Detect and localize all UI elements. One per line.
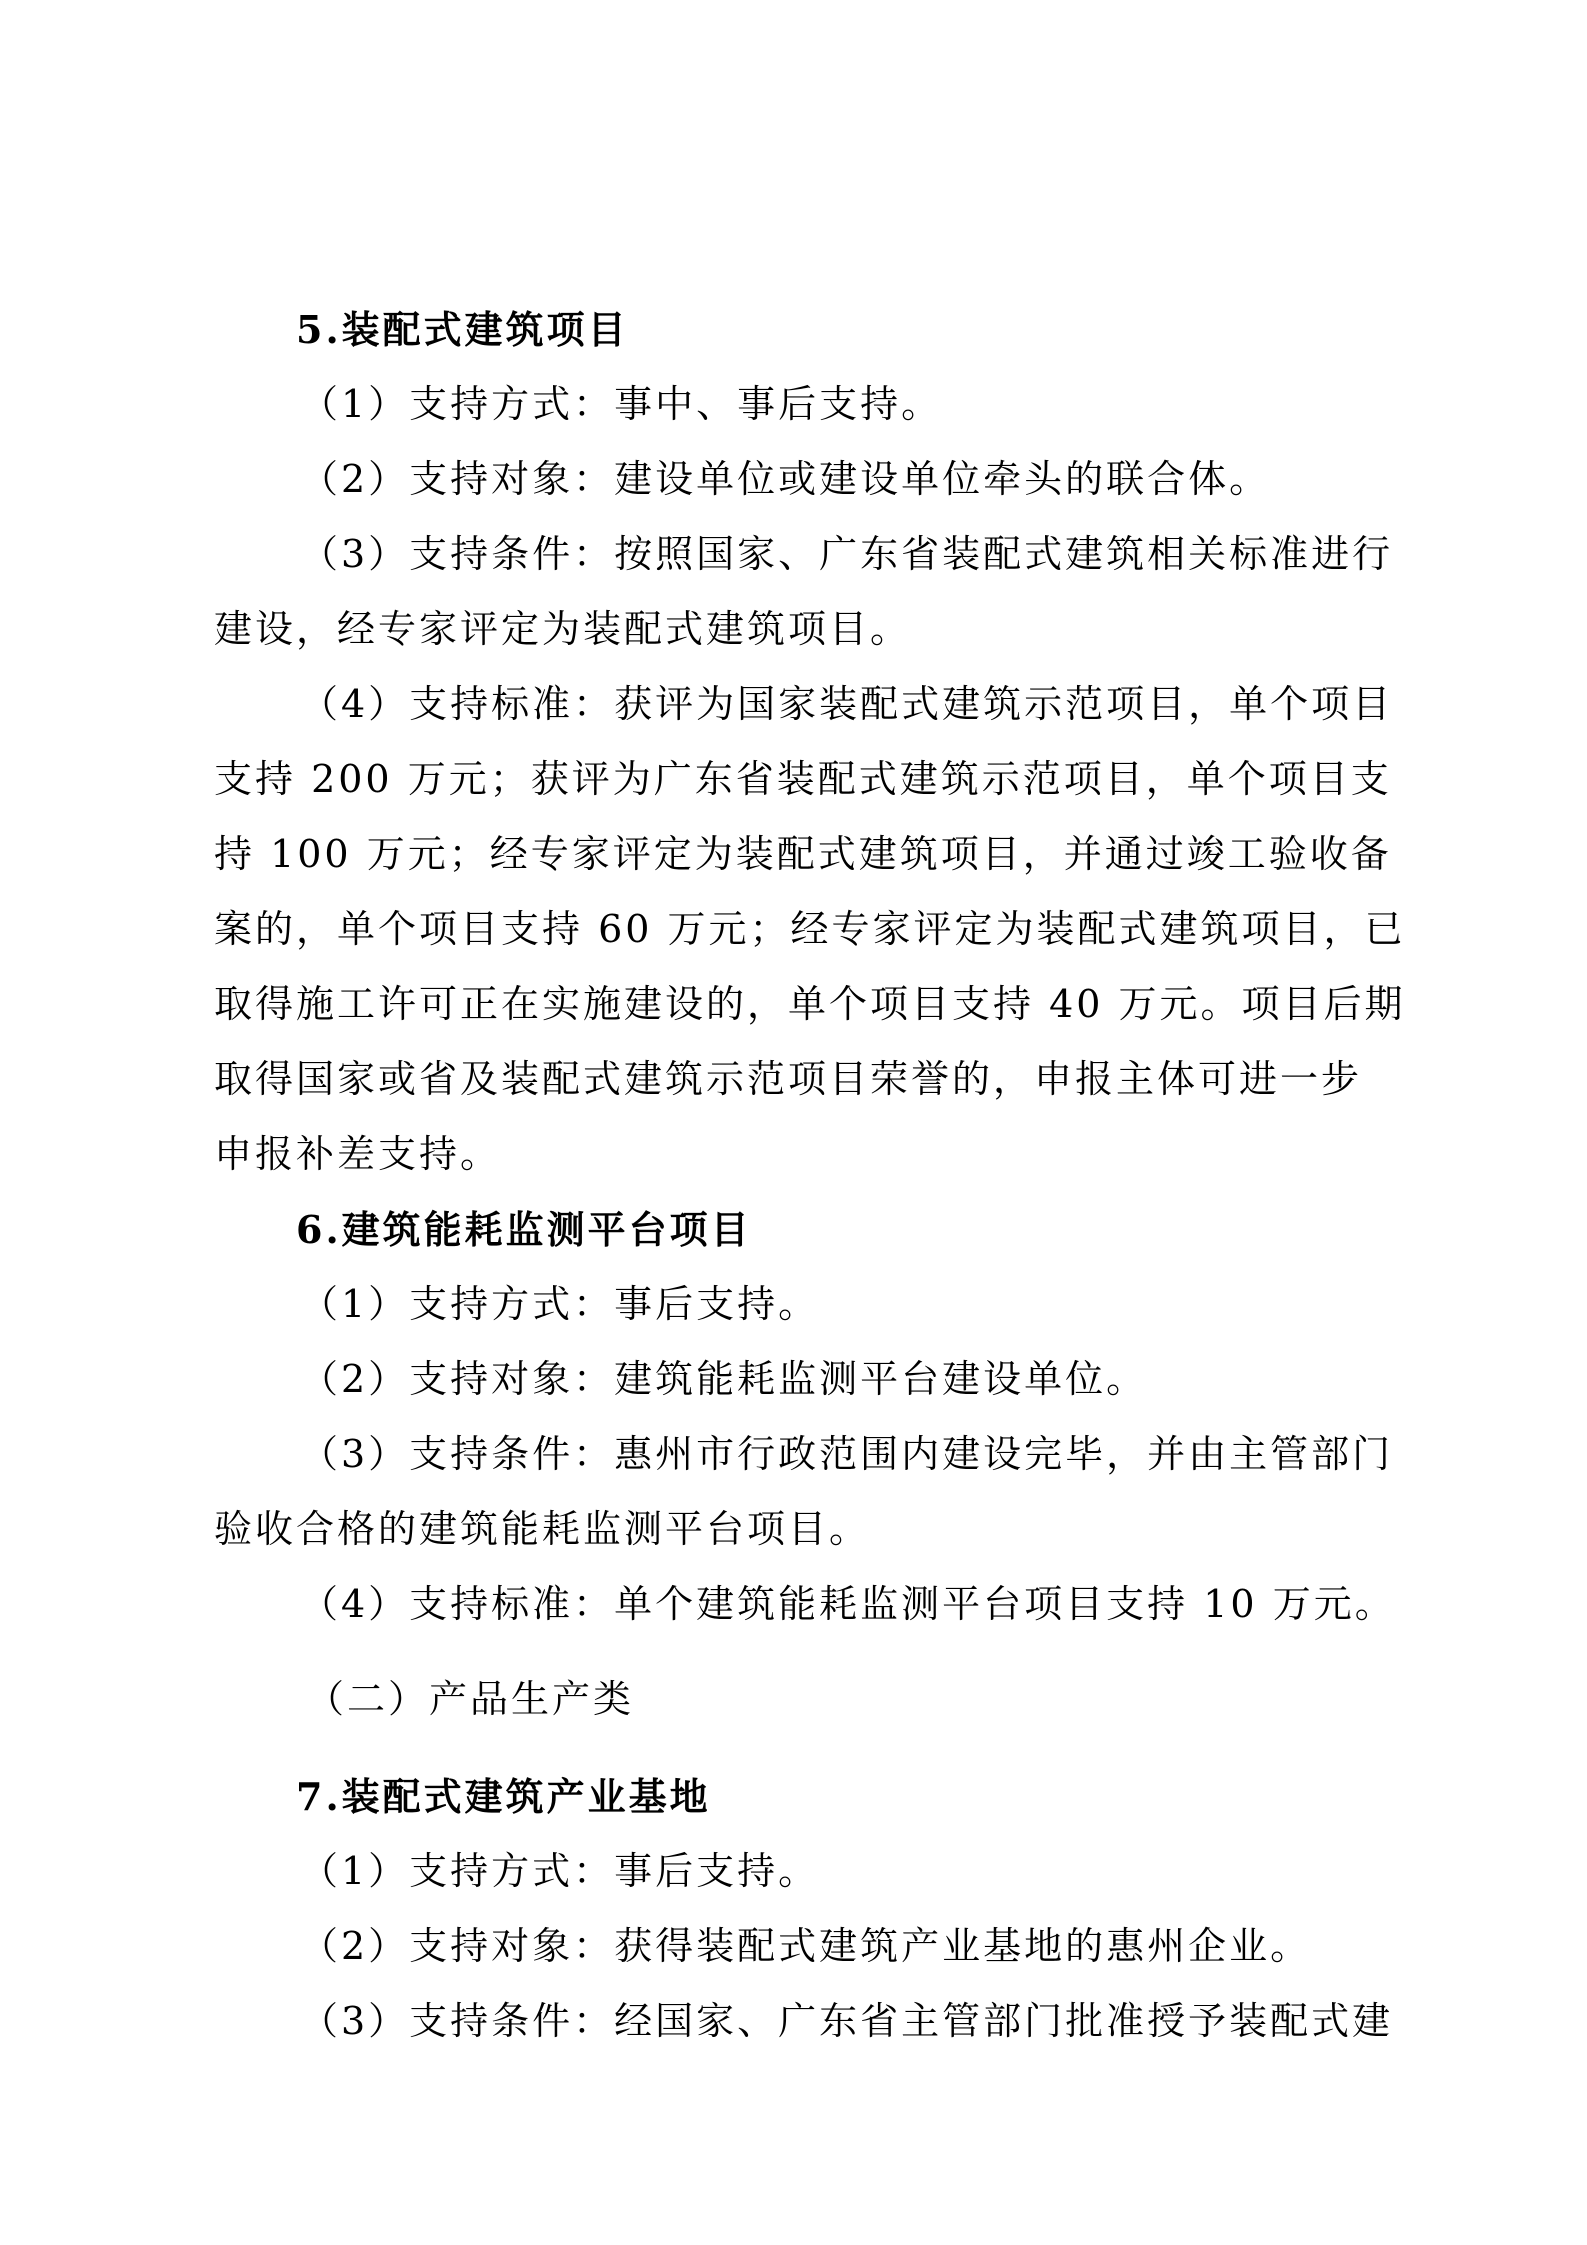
paragraph-line: 验收合格的建筑能耗监测平台项目。 <box>214 1507 871 1551</box>
paragraph-line: （4）支持标准：单个建筑能耗监测平台项目支持 10 万元。 <box>300 1582 1396 1626</box>
paragraph-line: 申报补差支持。 <box>214 1132 502 1176</box>
category-title: （二）产品生产类 <box>306 1677 635 1721</box>
paragraph-line: （2）支持对象：建设单位或建设单位牵头的联合体。 <box>300 457 1271 501</box>
paragraph-line: 案的，单个项目支持 60 万元；经专家评定为装配式建筑项目，已 <box>214 907 1406 951</box>
paragraph-line: （2）支持对象：建筑能耗监测平台建设单位。 <box>300 1357 1148 1401</box>
document-body <box>214 292 1426 2059</box>
paragraph-line: 支持 200 万元；获评为广东省装配式建筑示范项目，单个项目支 <box>214 757 1392 801</box>
section-heading-7: 7.装配式建筑产业基地 <box>296 1774 711 1819</box>
paragraph-line: （1）支持方式：事后支持。 <box>300 1849 820 1893</box>
paragraph-line: （3）支持条件：按照国家、广东省装配式建筑相关标准进行 <box>300 532 1394 576</box>
section-heading-6: 6.建筑能耗监测平台项目 <box>296 1207 752 1252</box>
paragraph-line: 持 100 万元；经专家评定为装配式建筑项目，并通过竣工验收备 <box>214 832 1392 876</box>
paragraph-line: 取得施工许可正在实施建设的，单个项目支持 40 万元。项目后期 <box>214 982 1406 1026</box>
paragraph-line: （1）支持方式：事中、事后支持。 <box>300 382 943 426</box>
paragraph-line: 建设，经专家评定为装配式建筑项目。 <box>214 607 912 651</box>
paragraph-line: （2）支持对象：获得装配式建筑产业基地的惠州企业。 <box>300 1924 1312 1968</box>
paragraph-line: （1）支持方式：事后支持。 <box>300 1282 820 1326</box>
paragraph-line: （3）支持条件：惠州市行政范围内建设完毕，并由主管部门 <box>300 1432 1394 1476</box>
paragraph-line: 取得国家或省及装配式建筑示范项目荣誉的，申报主体可进一步 <box>214 1057 1363 1101</box>
section-heading-5: 5.装配式建筑项目 <box>296 307 629 352</box>
paragraph-line: （4）支持标准：获评为国家装配式建筑示范项目，单个项目 <box>300 682 1394 726</box>
paragraph-line: （3）支持条件：经国家、广东省主管部门批准授予装配式建 <box>300 1999 1394 2043</box>
